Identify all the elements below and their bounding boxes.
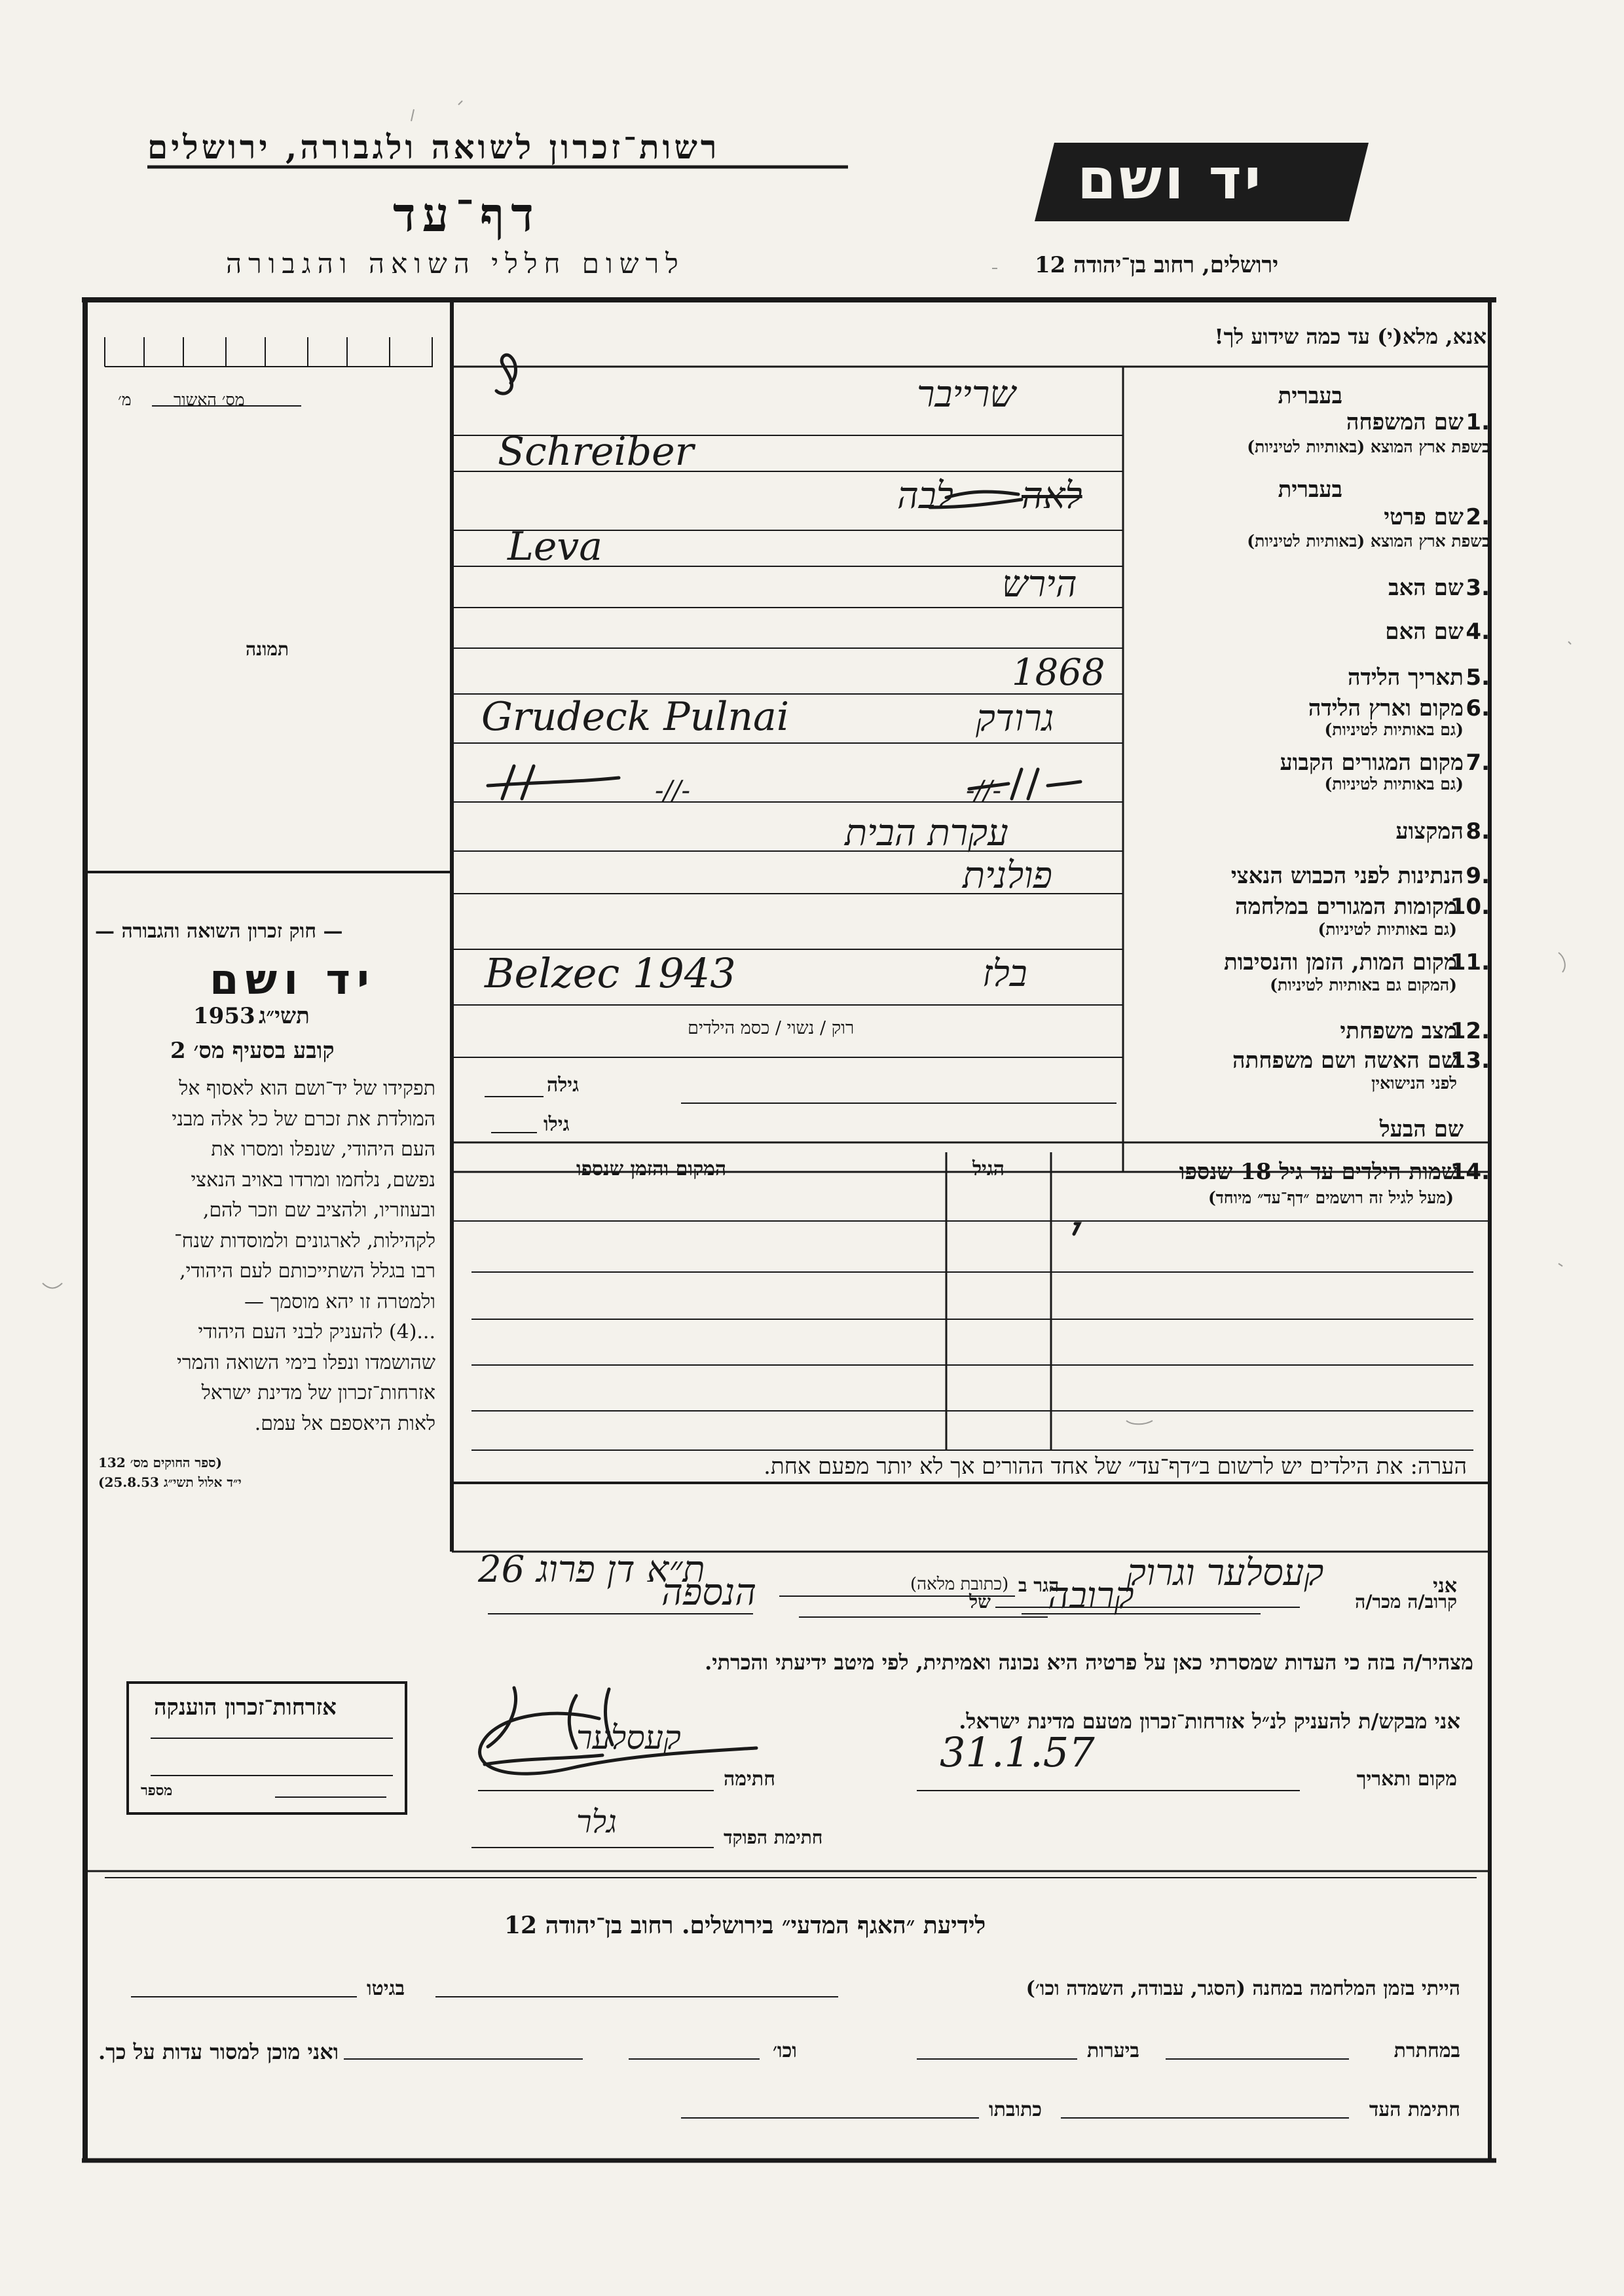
relation-value: קרובה	[1048, 1575, 1134, 1617]
law-section: קובע בסעיף מס׳ 2	[170, 1038, 335, 1064]
field-8-label: המקצוע	[1395, 818, 1464, 845]
approval-number-label: מס׳ האשור	[174, 390, 245, 409]
field-7-value-latin: -//-	[655, 776, 690, 806]
law-body-line: העם היהודי, שנפלו ומסרו את	[211, 1138, 435, 1161]
declarant-address-value: ת״א דן פרוג 26	[478, 1548, 705, 1591]
field-2-value-latin: Leva	[507, 524, 603, 570]
field-2-note: בשפת ארץ המוצא (באותיות לטיניות)	[1247, 532, 1490, 551]
law-year-hebrew: תשי״ג	[259, 1003, 310, 1029]
footer-witness-signature-label: חתימת העד	[1369, 2098, 1460, 2121]
field-13-label: שם האשה ושם משפחתה	[1232, 1048, 1457, 1074]
field-9-value: פולנית	[963, 854, 1052, 897]
law-body-line: ולמטרה זו יהא מוסמך —	[244, 1290, 435, 1313]
field-1-number: 1.	[1466, 409, 1490, 435]
footer-etc-label: וכו׳	[773, 2039, 797, 2062]
footer-witness-address-label: כתובתו	[989, 2098, 1043, 2121]
field-7-number: 7.	[1466, 750, 1490, 776]
field-12-number: 12.	[1450, 1018, 1490, 1044]
law-name: יד ושם	[210, 956, 376, 1004]
law-body-line: רבו בגלל השתייכותם לעם היהודי,	[179, 1260, 435, 1283]
logo-text: יד ושם	[1077, 147, 1264, 212]
field-2-number: 2.	[1466, 504, 1490, 530]
law-body-line: אזרחות־זכרון של מדינת ישראל	[201, 1381, 435, 1404]
children-label: שמות הילדים עד גיל 18 שנספו	[1179, 1159, 1457, 1185]
footer-testimony-offer: ואני מוכן למסור עדות על כך.	[98, 2039, 339, 2064]
place-date-label: מקום ותאריך	[1356, 1768, 1457, 1791]
field-4-number: 4.	[1466, 619, 1490, 645]
children-number: 14.	[1450, 1159, 1490, 1185]
field-2-value-hebrew: לבה	[897, 475, 953, 517]
citizenship-granted-label: אזרחות־זכרון הוענקה	[154, 1694, 337, 1721]
husband-name-label: שם הבעל	[1379, 1116, 1464, 1142]
field-1-value-latin: Schreiber	[498, 429, 694, 475]
field-2-value-struck: לאה	[1022, 475, 1082, 517]
clerk-signature-value: גלר	[576, 1804, 617, 1840]
check-tick-mark	[1074, 1224, 1079, 1234]
field-7-label: מקום המגורים הקבוע	[1280, 750, 1464, 776]
field-5-number: 5.	[1466, 665, 1490, 691]
law-title: — חוק זכרון השואה והגבורה —	[95, 920, 343, 943]
signature-value: קעסלער	[576, 1719, 681, 1757]
org-name: רשות־זכרון לשואה ולגבורה, ירושלים	[147, 128, 720, 166]
field-11-value-latin: Belzec 1943	[485, 949, 736, 997]
place-date-value: 31.1.57	[940, 1728, 1095, 1776]
field-1-value-hebrew: שרייבר	[917, 373, 1016, 416]
law-body-line: לקהילות, לארגונים ולמוסדות שנח־	[174, 1229, 435, 1252]
field-2-label: שם פרטי	[1384, 504, 1464, 530]
field-11-number: 11.	[1450, 949, 1490, 975]
law-source-date: י״ד אלול תשי״ג 25.8.53)	[98, 1474, 242, 1490]
form-title: דף־עד	[393, 187, 540, 242]
citizenship-request: אני מבקש/ת להעניק לנ״ל אזרחות־זכרון מטעם מדינת ישראל.	[959, 1709, 1460, 1734]
law-year: 1953	[193, 1003, 255, 1029]
field-6-note: (גם באותיות לטיניות)	[1324, 720, 1464, 739]
declaration-statement: מצהיר/ה בזה כי העדות שמסרתי כאן על פרטיה היא נכונה ואמיתית, לפי מיטב ידיעתי והכרתי.	[705, 1650, 1473, 1675]
field-1-label: שם המשפחה	[1346, 409, 1464, 435]
signature-label: חתימה	[724, 1768, 775, 1791]
strikethrough-mark	[946, 492, 1018, 498]
children-note-remark: הערה: את הילדים יש לרשום ב״דף־עד״ של אחד ההורים אך לא יותר מפעם אחת.	[764, 1453, 1467, 1480]
field-6-label: מקום וארץ הלידה	[1308, 695, 1464, 721]
footer-ghetto-label: בגיטו	[367, 1977, 405, 2000]
relation-of-value: הנספה	[661, 1571, 757, 1614]
address-prefix: הגר ב	[1018, 1575, 1060, 1596]
field-11-note: (המקום גם באותיות לטיניות)	[1270, 975, 1457, 994]
declarant-name-value: קעסלער וגרוק	[1126, 1552, 1324, 1594]
citizenship-number-label: מספר	[141, 1782, 173, 1799]
declarant-i-label: אני	[1433, 1575, 1457, 1597]
field-11-label: מקום המות, הזמן והנסיבות	[1223, 949, 1457, 975]
ditto-dash-hebrew-b	[1048, 782, 1080, 786]
law-body-line: ובעוזריו, ולהציב שם וזכר להם,	[202, 1199, 435, 1222]
children-age-column: הגיל	[972, 1157, 1005, 1180]
relation-of-label: של	[969, 1591, 991, 1613]
field-6-value-hebrew: גרודק	[976, 697, 1054, 740]
children-place-column: המקום והזמן שנספו	[576, 1157, 727, 1180]
signature-underline	[485, 1755, 602, 1764]
address: ירושלים, רחוב בן־יהודה 12	[1035, 252, 1279, 278]
law-body-line: המולדת את זכרם של כל אלה מבני	[172, 1107, 435, 1131]
field-11-value-hebrew: בלז	[982, 953, 1027, 995]
approval-prefix: מ׳	[118, 390, 132, 409]
field-12-label: מצב משפחתי	[1340, 1018, 1457, 1044]
law-body	[98, 1074, 435, 1439]
law-body-line: ...(4) להעניק לבני העם היהודי	[198, 1321, 435, 1343]
field-6-value-latin: Grudeck Pulnai	[481, 694, 790, 740]
law-source: (ספר החוקים מס׳ 132	[98, 1455, 222, 1470]
field-13-note: לפני הנישואין	[1371, 1074, 1457, 1093]
intro-instruction: אנא, מלא(י) עד כמה שידוע לך!	[1214, 324, 1486, 349]
footer-title: לידיעת ״האגף המדעי״ בירושלים. רחוב בן־יהודה 12	[504, 1912, 986, 1939]
field-6-number: 6.	[1466, 695, 1490, 721]
field-8-number: 8.	[1466, 818, 1490, 845]
field-3-label: שם האב	[1388, 575, 1464, 601]
field-7-value-hebrew: -//-	[966, 776, 1001, 806]
field-3-value: הירש	[1002, 563, 1077, 606]
relation-label: קרוב/ה מכר/ה	[1355, 1591, 1457, 1613]
ditto-slash-hebrew	[1012, 769, 1038, 799]
field-1-hebrew-label: בעברית	[1278, 383, 1342, 409]
form-subtitle: לרשום חללי השואה והגבורה	[226, 247, 685, 280]
field-9-label: הנתינות לפני הכבוש הנאצי	[1230, 863, 1464, 889]
clerk-signature-label: חתימת הפוקד	[724, 1827, 823, 1848]
law-body-line: לאות היאספם אל עמם.	[254, 1412, 435, 1435]
children-note: (מעל לגיל זה רושמים ״דף־עד״ מיוחד)	[1208, 1188, 1454, 1207]
field-1-note: בשפת ארץ המוצא (באותיות לטיניות)	[1247, 437, 1490, 456]
field-10-note: (גם באותיות לטיניות)	[1318, 920, 1457, 939]
field-8-value: עקרת הבית	[845, 812, 1008, 854]
field-3-number: 3.	[1466, 575, 1490, 601]
field-12-options: רוק / נשוי / כסמ הילדים	[688, 1018, 855, 1038]
footer-forests-label: ביערות	[1087, 2039, 1140, 2062]
field-10-number: 10.	[1450, 894, 1490, 920]
law-body-line: נפשם, נלחמו ומרדו באויב הנאצי	[191, 1168, 435, 1192]
field-9-number: 9.	[1466, 863, 1490, 889]
handwritten-initial-mark	[496, 355, 516, 393]
wife-age-label: גילה	[547, 1074, 580, 1097]
photo-label: תמונה	[246, 638, 289, 660]
law-body-line: שהושמדו ונפלו בימי השואה והמרי	[176, 1351, 435, 1374]
field-2-hebrew-label: בעברית	[1278, 477, 1342, 503]
field-4-label: שם האם	[1385, 619, 1464, 645]
footer-underground-label: במחתרת	[1393, 2039, 1460, 2062]
field-10-label: מקומות המגורים במלחמה	[1234, 894, 1457, 920]
field-5-value: 1868	[1012, 651, 1105, 694]
footer-line-1: הייתי בזמן המלחמה במחנה (הסגר, עבודה, השמדה וכו׳)	[1025, 1977, 1460, 2000]
husband-age-label: גילו	[544, 1113, 570, 1136]
address-label: (כתובת מלאה)	[910, 1575, 1009, 1594]
field-5-label: תאריך הלידה	[1347, 665, 1464, 691]
field-13-number: 13.	[1450, 1048, 1490, 1074]
field-7-note: (גם באותיות לטיניות)	[1324, 774, 1464, 793]
law-body-line: תפקידו של יד־ושם הוא לאסוף אל	[179, 1077, 435, 1100]
